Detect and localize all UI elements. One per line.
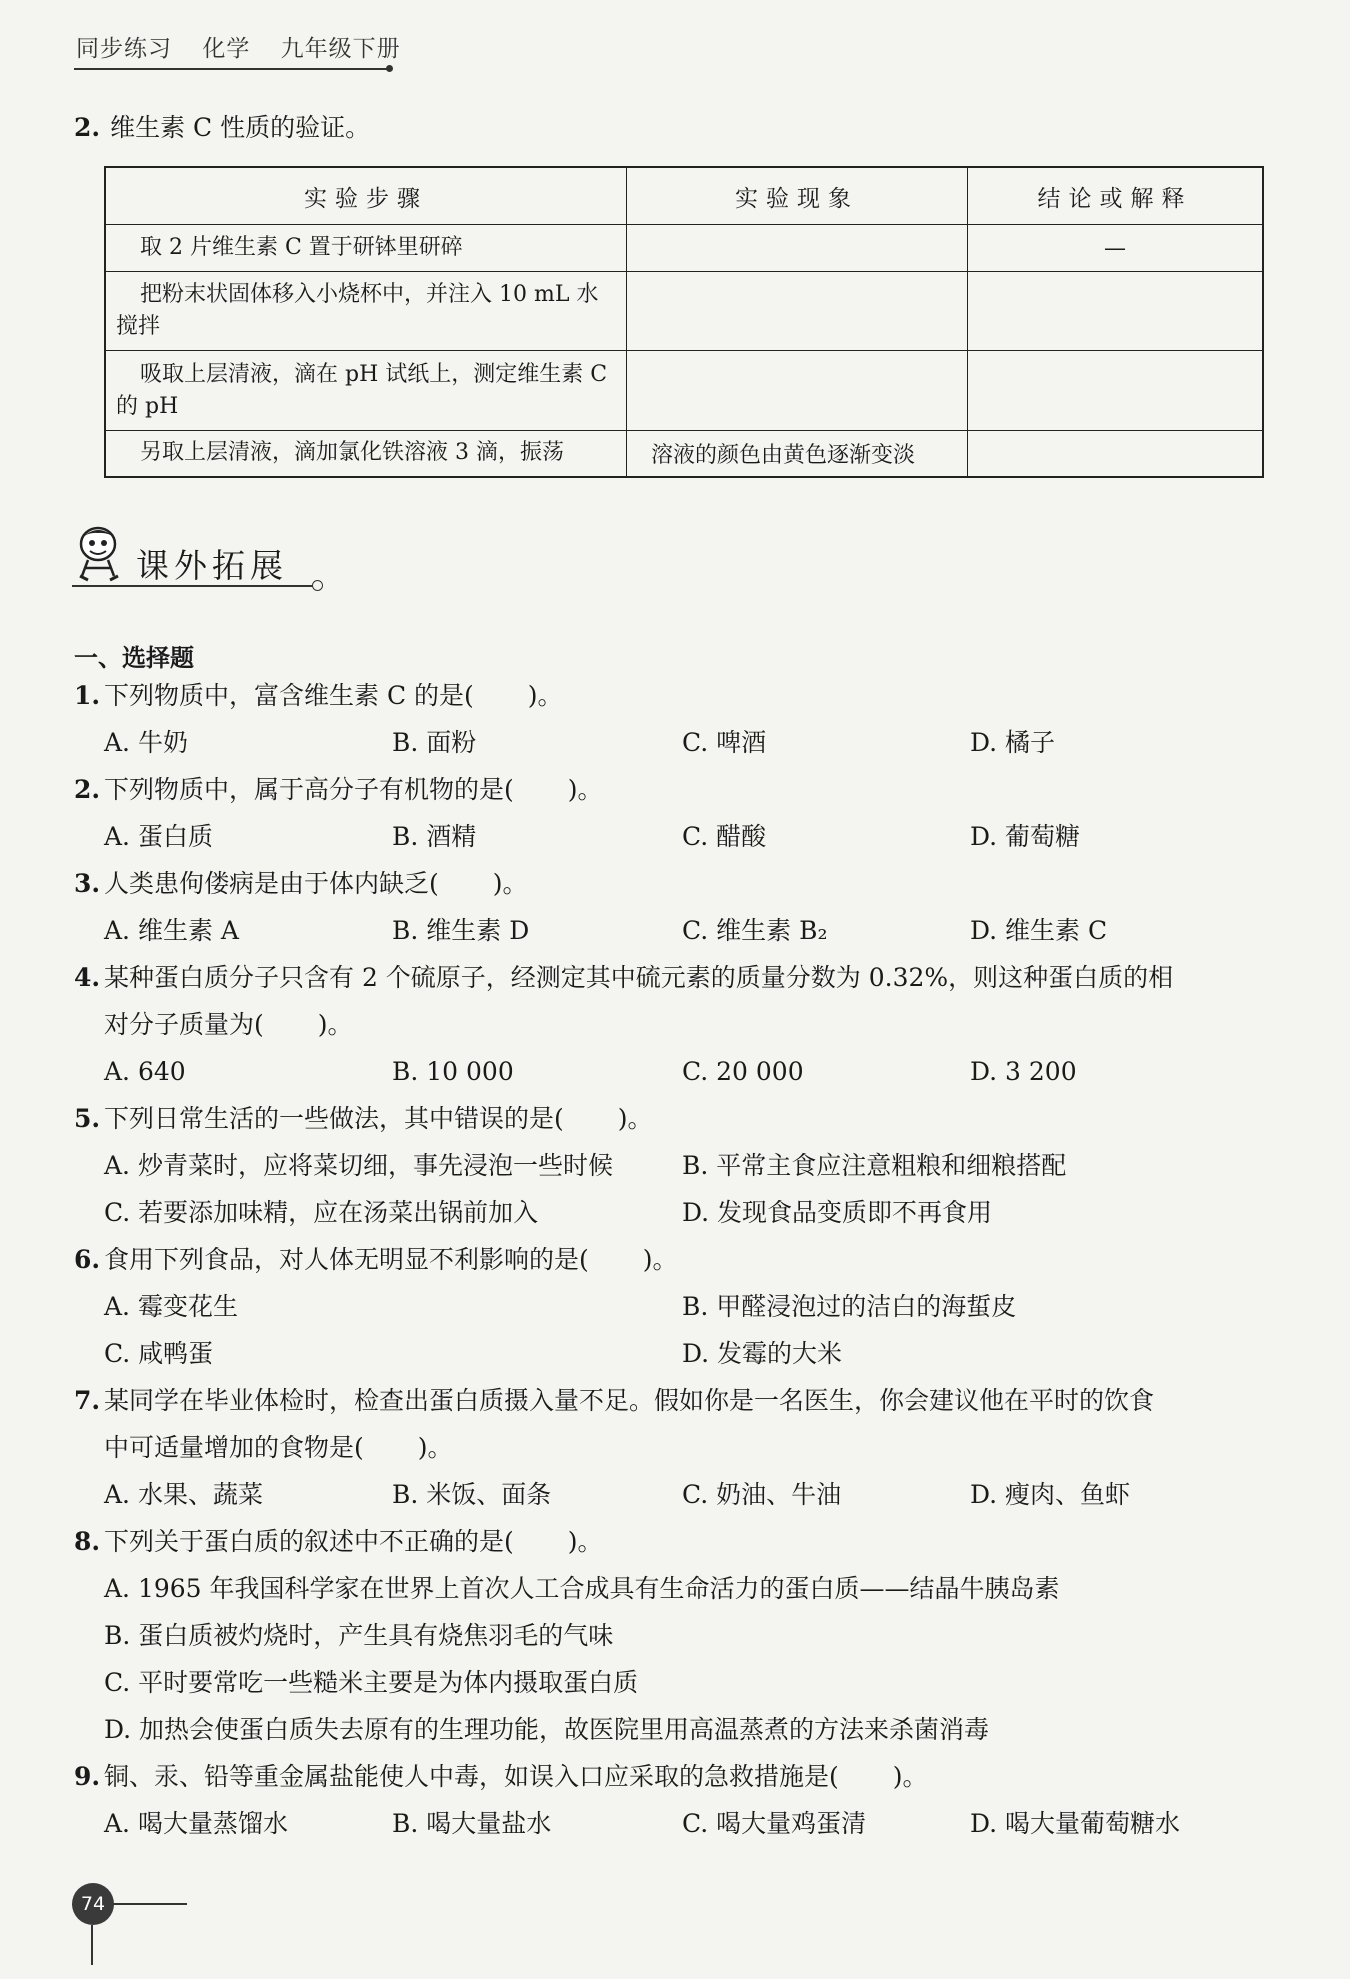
heading-end-circle xyxy=(312,580,323,591)
table-header-row xyxy=(105,167,1263,225)
question-end: )。 xyxy=(417,1433,453,1462)
question-number: 2. xyxy=(74,775,101,804)
table-row xyxy=(105,225,1263,272)
option-a: A. 喝大量蒸馏水 xyxy=(104,1809,288,1838)
option-b: B. 维生素 D xyxy=(392,916,530,945)
question-end: )。 xyxy=(617,1104,653,1133)
question-4 xyxy=(74,954,1274,1001)
header-series: 同步练习 xyxy=(76,36,172,62)
extension-section-heading xyxy=(72,524,332,584)
header-subject: 化学 xyxy=(202,36,251,62)
conclusion-cell xyxy=(968,272,1264,351)
question-end: )。 xyxy=(567,1527,603,1556)
col-header-steps: 实验步骤 xyxy=(105,167,627,225)
option-d: D. 维生素 C xyxy=(970,916,1108,945)
question-number: 1. xyxy=(74,681,101,710)
question-3 xyxy=(74,860,1274,907)
option-a: A. 霉变花生 xyxy=(104,1292,238,1321)
footer-vertical-rule xyxy=(91,1925,93,1965)
option-d: D. 葡萄糖 xyxy=(970,822,1081,851)
question-end: )。 xyxy=(492,869,528,898)
question-text-cont: 中可适量增加的食物是( xyxy=(104,1433,364,1462)
option-a: A. 水果、蔬菜 xyxy=(104,1480,263,1509)
option-c: C. 奶油、牛油 xyxy=(682,1480,842,1509)
question-number: 2. xyxy=(74,113,101,142)
question-end: )。 xyxy=(527,681,563,710)
option-d: D. 加热会使蛋白质失去原有的生理功能，故医院里用高温蒸煮的方法来杀菌消毒 xyxy=(104,1715,990,1744)
question-text: 某同学在毕业体检时，检查出蛋白质摄入量不足。假如你是一名医生，你会建议他在平时的饮食 xyxy=(104,1386,1155,1415)
page-header xyxy=(76,30,423,63)
conclusion-cell: — xyxy=(968,225,1264,272)
question-7 xyxy=(74,1377,1274,1424)
extension-title: 课外拓展 xyxy=(136,546,288,585)
section-title: 一、选择题 xyxy=(74,644,194,672)
option-a: A. 640 xyxy=(104,1057,186,1086)
question-5 xyxy=(74,1095,1274,1142)
option-b: B. 面粉 xyxy=(392,728,477,757)
table-row xyxy=(105,431,1263,477)
question-number: 6. xyxy=(74,1245,101,1274)
phenomenon-cell xyxy=(627,225,968,272)
question-number: 9. xyxy=(74,1762,101,1791)
question-number: 8. xyxy=(74,1527,101,1556)
question-text: 维生素 C 性质的验证。 xyxy=(110,113,371,142)
conclusion-cell xyxy=(968,431,1264,477)
option-b: B. 甲醛浸泡过的洁白的海蜇皮 xyxy=(682,1292,1017,1321)
question-text: 某种蛋白质分子只含有 2 个硫原子，经测定其中硫元素的质量分数为 0.32%，则这种蛋白质的相 xyxy=(104,963,1174,992)
col-header-conclusion: 结论或解释 xyxy=(968,167,1264,225)
question-7-continued xyxy=(104,1424,1274,1471)
question-9 xyxy=(74,1753,1274,1800)
header-dot xyxy=(386,65,393,72)
phenomenon-cell: 溶液的颜色由黄色逐渐变淡 xyxy=(627,431,968,477)
option-a: A. 维生素 A xyxy=(104,916,239,945)
option-b: B. 10 000 xyxy=(392,1057,514,1086)
option-b: B. 米饭、面条 xyxy=(392,1480,552,1509)
option-d: D. 3 200 xyxy=(970,1057,1077,1086)
option-d: D. 发现食品变质即不再食用 xyxy=(682,1198,993,1227)
option-b: B. 平常主食应注意粗粮和细粮搭配 xyxy=(682,1151,1067,1180)
option-d: D. 橘子 xyxy=(970,728,1056,757)
question-text: 下列物质中，富含维生素 C 的是( xyxy=(104,681,474,710)
question-2-title xyxy=(74,108,370,144)
question-4-continued xyxy=(104,1001,1274,1048)
option-c: C. 咸鸭蛋 xyxy=(104,1339,214,1368)
experiment-table xyxy=(104,166,1264,478)
option-b: B. 喝大量盐水 xyxy=(392,1809,552,1838)
option-c: C. 20 000 xyxy=(682,1057,804,1086)
question-number: 3. xyxy=(74,869,101,898)
question-text: 人类患佝偻病是由于体内缺乏( xyxy=(104,869,439,898)
conclusion-cell xyxy=(968,351,1264,431)
question-1 xyxy=(74,672,1274,719)
question-end: )。 xyxy=(317,1010,353,1039)
option-b: B. 蛋白质被灼烧时，产生具有烧焦羽毛的气味 xyxy=(104,1621,614,1650)
step-cell: 把粉末状固体移入小烧杯中，并注入 10 mL 水搅拌 xyxy=(105,272,627,351)
question-text: 下列关于蛋白质的叙述中不正确的是( xyxy=(104,1527,514,1556)
mascot-icon xyxy=(72,524,130,584)
option-c: C. 醋酸 xyxy=(682,822,767,851)
table-row xyxy=(105,272,1263,351)
option-c: C. 平时要常吃一些糙米主要是为体内摄取蛋白质 xyxy=(104,1668,639,1697)
question-number: 4. xyxy=(74,963,101,992)
question-number: 7. xyxy=(74,1386,101,1415)
option-a: A. 牛奶 xyxy=(104,728,188,757)
phenomenon-cell xyxy=(627,351,968,431)
question-text: 铜、汞、铅等重金属盐能使人中毒，如误入口应采取的急救措施是( xyxy=(104,1762,839,1791)
header-rule xyxy=(74,68,390,70)
option-c: C. 若要添加味精，应在汤菜出锅前加入 xyxy=(104,1198,539,1227)
page-number: 74 xyxy=(72,1883,114,1925)
question-number: 5. xyxy=(74,1104,101,1133)
question-2 xyxy=(74,766,1274,813)
step-cell: 取 2 片维生素 C 置于研钵里研碎 xyxy=(105,225,627,272)
question-text-cont: 对分子质量为( xyxy=(104,1010,264,1039)
phenomenon-cell xyxy=(627,272,968,351)
option-a: A. 炒青菜时，应将菜切细，事先浸泡一些时候 xyxy=(104,1151,613,1180)
question-end: )。 xyxy=(567,775,603,804)
col-header-phenomenon: 实验现象 xyxy=(627,167,968,225)
question-text: 下列日常生活的一些做法，其中错误的是( xyxy=(104,1104,564,1133)
heading-underline xyxy=(72,585,314,587)
question-text: 下列物质中，属于高分子有机物的是( xyxy=(104,775,514,804)
option-c: C. 维生素 B₂ xyxy=(682,916,828,945)
option-d: D. 瘦肉、鱼虾 xyxy=(970,1480,1131,1509)
option-c: C. 啤酒 xyxy=(682,728,767,757)
question-end: )。 xyxy=(892,1762,928,1791)
option-b: B. 酒精 xyxy=(392,822,477,851)
table-row xyxy=(105,351,1263,431)
header-grade: 九年级下册 xyxy=(280,36,401,62)
option-a: A. 蛋白质 xyxy=(104,822,213,851)
option-d: D. 发霉的大米 xyxy=(682,1339,843,1368)
option-a: A. 1965 年我国科学家在世界上首次人工合成具有生命活力的蛋白质——结晶牛胰岛素 xyxy=(104,1574,1060,1603)
option-d: D. 喝大量葡萄糖水 xyxy=(970,1809,1181,1838)
option-c: C. 喝大量鸡蛋清 xyxy=(682,1809,867,1838)
step-cell: 另取上层清液，滴加氯化铁溶液 3 滴，振荡 xyxy=(105,431,627,477)
question-end: )。 xyxy=(642,1245,678,1274)
question-6 xyxy=(74,1236,1274,1283)
question-8 xyxy=(74,1518,1274,1565)
step-cell: 吸取上层清液，滴在 pH 试纸上，测定维生素 C 的 pH xyxy=(105,351,627,431)
question-text: 食用下列食品，对人体无明显不利影响的是( xyxy=(104,1245,589,1274)
